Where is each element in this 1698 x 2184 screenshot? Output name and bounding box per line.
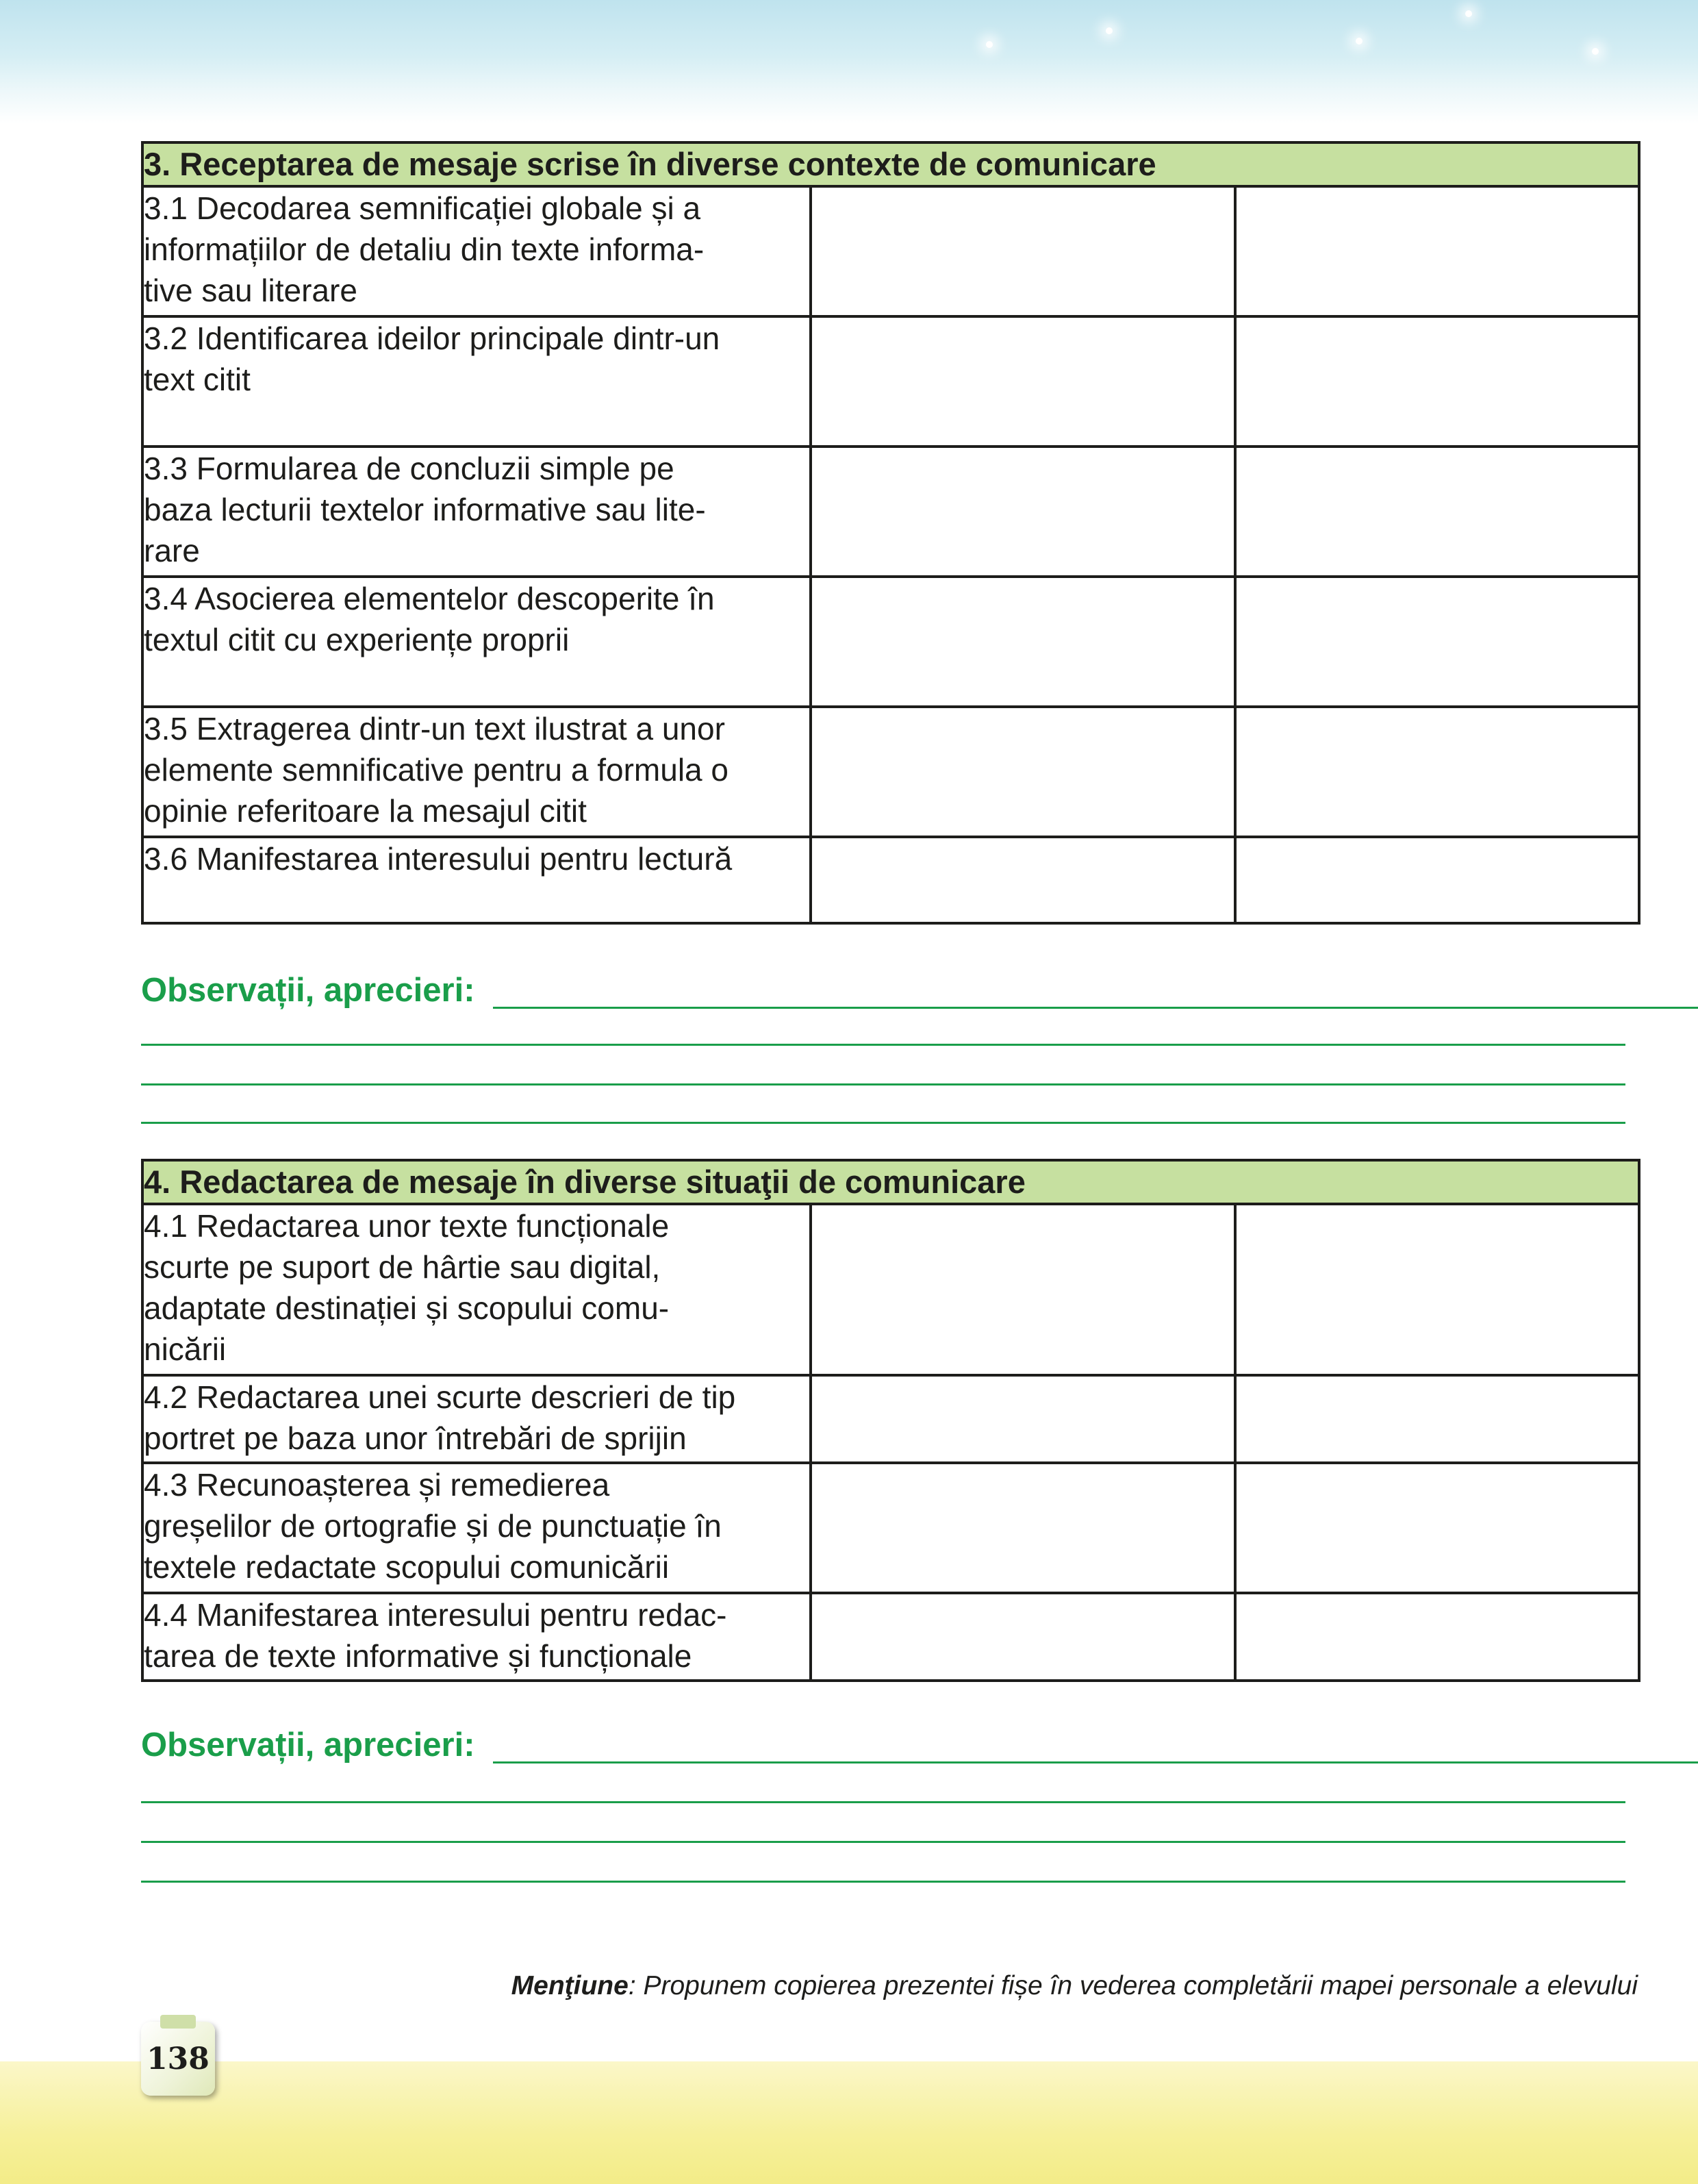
competency-text: tive sau literare bbox=[144, 273, 357, 308]
competency-text: portret pe baza unor întrebări de sprijin bbox=[144, 1420, 687, 1456]
competency-text: adaptate destinației și scopului comu- bbox=[144, 1290, 670, 1326]
top-decorative-band bbox=[0, 0, 1698, 123]
competency-text: greșelilor de ortografie și de punctuație în bbox=[144, 1508, 722, 1544]
evaluation-cell[interactable] bbox=[1235, 577, 1639, 707]
competency-text: scurte pe suport de hârtie sau digital, bbox=[144, 1249, 661, 1285]
evaluation-cell[interactable] bbox=[811, 447, 1235, 577]
table-row bbox=[142, 316, 1639, 447]
competency-text: 4.1 Redactarea unor texte funcționale bbox=[144, 1208, 670, 1244]
evaluation-cell[interactable] bbox=[1235, 316, 1639, 447]
evaluation-cell[interactable] bbox=[1235, 447, 1639, 577]
table-row bbox=[142, 1593, 1639, 1681]
evaluation-cell[interactable] bbox=[811, 1593, 1235, 1681]
competency-text: 3.4 Asocierea elementelor descoperite în bbox=[144, 581, 715, 616]
table-row bbox=[142, 186, 1639, 316]
evaluation-cell[interactable] bbox=[811, 1463, 1235, 1593]
observations-block bbox=[141, 971, 1634, 1129]
competency-text: 3.6 Manifestarea interesului pentru lectură bbox=[144, 841, 733, 877]
competency-text: opinie referitoare la mesajul citit bbox=[144, 793, 587, 829]
evaluation-cell[interactable] bbox=[811, 837, 1235, 923]
sparkle-decoration bbox=[1592, 48, 1599, 55]
observations-label: Observații, aprecieri: bbox=[141, 1727, 475, 1763]
competency-cell bbox=[142, 1463, 811, 1593]
observations-writing-line[interactable] bbox=[141, 1044, 1625, 1046]
observations-writing-line[interactable] bbox=[141, 1801, 1625, 1803]
sparkle-decoration bbox=[986, 41, 993, 48]
observations-writing-line[interactable] bbox=[493, 1761, 1698, 1763]
observations-block bbox=[141, 1726, 1634, 1883]
competency-cell bbox=[142, 316, 811, 447]
evaluation-cell[interactable] bbox=[811, 186, 1235, 316]
evaluation-cell[interactable] bbox=[811, 707, 1235, 837]
competency-text: elemente semnificative pentru a formula o bbox=[144, 752, 728, 788]
competency-cell bbox=[142, 1375, 811, 1463]
competency-cell bbox=[142, 837, 811, 923]
evaluation-cell[interactable] bbox=[811, 1375, 1235, 1463]
competency-text: 3.5 Extragerea dintr-un text ilustrat a unor bbox=[144, 711, 725, 746]
competency-cell bbox=[142, 707, 811, 837]
section4-title: 4. Redactarea de mesaje în diverse situaţii de comunicare bbox=[142, 1160, 1639, 1204]
table-row bbox=[142, 837, 1639, 923]
competency-text: nicării bbox=[144, 1331, 227, 1367]
table-row bbox=[142, 1204, 1639, 1375]
competency-text: 4.3 Recunoașterea și remedierea bbox=[144, 1467, 610, 1503]
section4-header-row bbox=[142, 1160, 1639, 1204]
evaluation-cell[interactable] bbox=[811, 316, 1235, 447]
competency-cell bbox=[142, 1204, 811, 1375]
page-number-badge bbox=[141, 2022, 215, 2096]
observations-writing-line[interactable] bbox=[141, 1083, 1625, 1085]
observations-writing-line[interactable] bbox=[141, 1881, 1625, 1883]
section4-table bbox=[141, 1159, 1640, 1682]
table-row bbox=[142, 707, 1639, 837]
sparkle-decoration bbox=[1356, 38, 1363, 45]
observations-writing-line[interactable] bbox=[141, 1841, 1625, 1843]
section3-title: 3. Receptarea de mesaje scrise în diverse contexte de comunicare bbox=[142, 142, 1639, 186]
evaluation-cell[interactable] bbox=[1235, 1375, 1639, 1463]
bottom-decorative-band bbox=[0, 2061, 1698, 2184]
evaluation-cell[interactable] bbox=[811, 577, 1235, 707]
observations-label: Observații, aprecieri: bbox=[141, 972, 475, 1009]
competency-cell bbox=[142, 186, 811, 316]
competency-text: 4.2 Redactarea unei scurte descrieri de tip bbox=[144, 1379, 736, 1415]
competency-cell bbox=[142, 447, 811, 577]
section3-header-row bbox=[142, 142, 1639, 186]
table-row bbox=[142, 447, 1639, 577]
competency-cell bbox=[142, 577, 811, 707]
evaluation-cell[interactable] bbox=[1235, 707, 1639, 837]
observations-writing-line[interactable] bbox=[493, 1007, 1698, 1009]
sparkle-decoration bbox=[1106, 27, 1113, 34]
competency-text: 3.1 Decodarea semnificației globale și a bbox=[144, 190, 701, 226]
table-row bbox=[142, 1375, 1639, 1463]
evaluation-cell[interactable] bbox=[1235, 1593, 1639, 1681]
competency-text: 4.4 Manifestarea interesului pentru redac- bbox=[144, 1597, 727, 1633]
competency-text: textul citit cu experiențe proprii bbox=[144, 622, 570, 657]
page-number: 138 bbox=[147, 2041, 210, 2076]
competency-text: baza lecturii textelor informative sau lite- bbox=[144, 492, 706, 527]
footnote-text: : Propunem copierea prezentei fișe în vederea completării mapei personale a elevului bbox=[628, 1971, 1638, 2000]
footnote-label: Menţiune bbox=[511, 1971, 629, 2000]
sparkle-decoration bbox=[1465, 10, 1472, 17]
evaluation-cell[interactable] bbox=[811, 1204, 1235, 1375]
table-row bbox=[142, 1463, 1639, 1593]
evaluation-cell[interactable] bbox=[1235, 186, 1639, 316]
section3-table bbox=[141, 141, 1640, 925]
table-row bbox=[142, 577, 1639, 707]
competency-cell bbox=[142, 1593, 811, 1681]
competency-text: informațiilor de detaliu din texte informa- bbox=[144, 231, 705, 267]
observations-writing-line[interactable] bbox=[141, 1122, 1625, 1124]
competency-text: 3.3 Formularea de concluzii simple pe bbox=[144, 451, 674, 486]
competency-text: tarea de texte informative și funcționale bbox=[144, 1638, 692, 1674]
competency-text: rare bbox=[144, 533, 200, 568]
evaluation-cell[interactable] bbox=[1235, 1204, 1639, 1375]
competency-text: text citit bbox=[144, 362, 251, 397]
evaluation-cell[interactable] bbox=[1235, 837, 1639, 923]
evaluation-cell[interactable] bbox=[1235, 1463, 1639, 1593]
competency-text: textele redactate scopului comunicării bbox=[144, 1549, 670, 1585]
competency-text: 3.2 Identificarea ideilor principale dintr-un bbox=[144, 321, 720, 356]
footnote bbox=[431, 1971, 1638, 2001]
